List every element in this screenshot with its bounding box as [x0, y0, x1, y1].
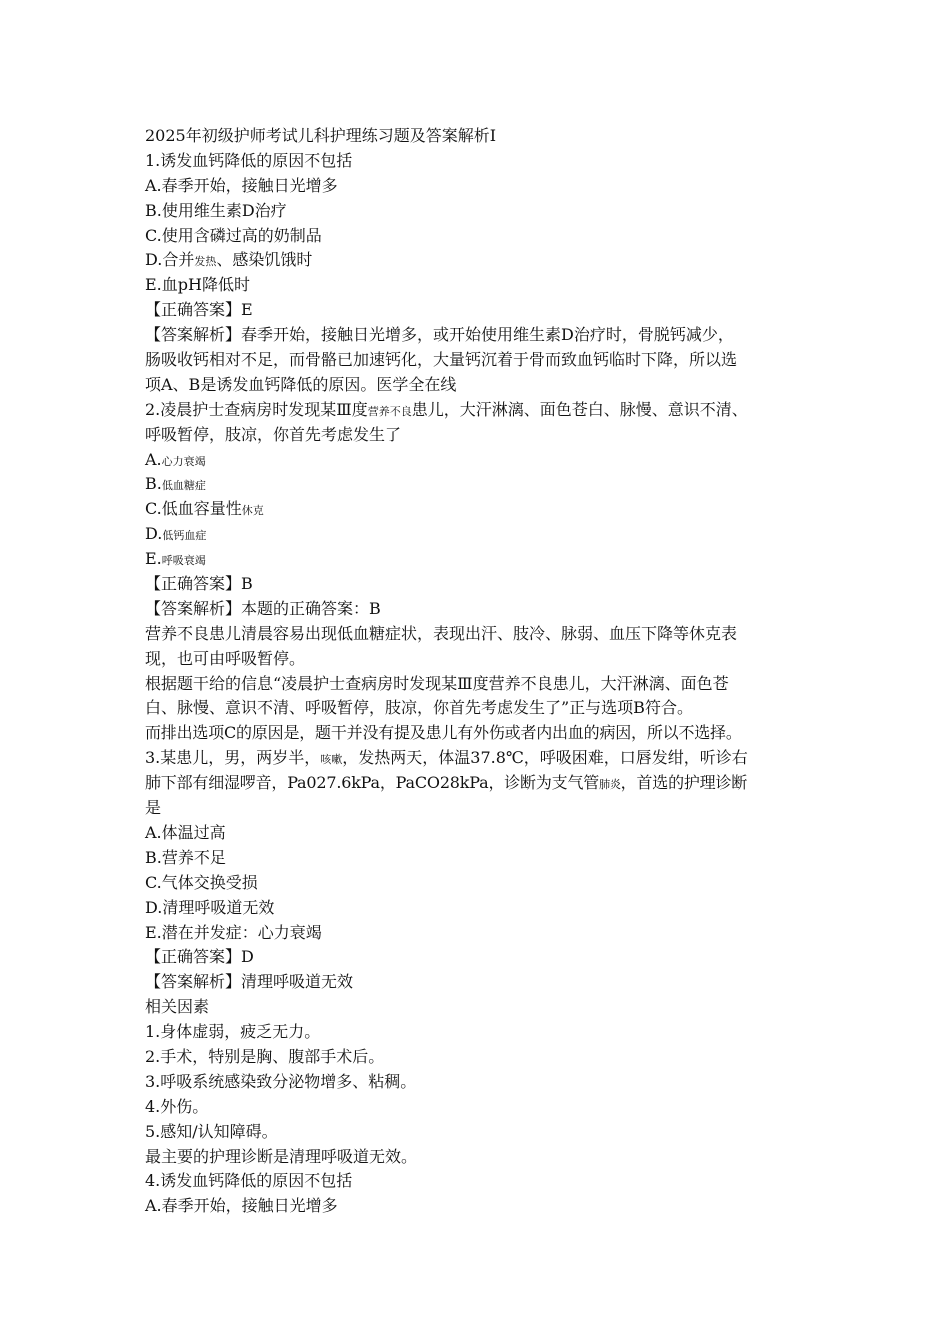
q2-answer: 【正确答案】B: [145, 574, 253, 594]
q2-option-d: [145, 522, 815, 547]
q3-explanation-line: 4.外伤。: [145, 1096, 209, 1116]
q3-stem-post: ，发热两天，体温37.8℃，呼吸困难，口唇发绀，听诊右: [342, 748, 748, 768]
q4-option-a: A.春季开始，接触日光增多: [145, 1196, 338, 1216]
q2-explanation-line: 现，也可由呼吸暂停。: [145, 648, 306, 668]
q2-stem-line-1: [145, 398, 815, 423]
q1-option-c: C.使用含磷过高的奶制品: [145, 225, 322, 245]
q3-explanation-line: 最主要的护理诊断是清理呼吸道无效。: [145, 1146, 418, 1166]
q2-option-c-small: 休克: [241, 504, 264, 518]
q4-stem: 4.诱发血钙降低的原因不包括: [145, 1171, 353, 1191]
q3-option-e: E.潜在并发症：心力衰竭: [145, 922, 322, 942]
q2-stem-small: 营养不良: [367, 404, 412, 418]
q2-option-d-pre: D.: [145, 524, 163, 544]
q3-explanation-line: 1.身体虚弱，疲乏无力。: [145, 1022, 321, 1042]
q2-option-c: [145, 497, 815, 522]
q2-explanation-line: 营养不良患儿清晨容易出现低血糖症状，表现出汗、肢冷、脉弱、血压下降等休克表: [145, 623, 738, 643]
q2-option-b-small: 低血糖症: [161, 479, 206, 493]
q2-stem-pre: 2.凌晨护士查病房时发现某Ⅲ度: [145, 399, 368, 419]
q1-stem: 1.诱发血钙降低的原因不包括: [145, 150, 353, 170]
q3-stem-pre: 3.某患儿，男，两岁半，: [145, 748, 321, 768]
q3-answer: 【正确答案】D: [145, 947, 254, 967]
q1-option-d: [145, 248, 815, 273]
q3-explanation-line: 相关因素: [145, 997, 210, 1017]
q2-option-e-small: 呼吸衰竭: [161, 554, 206, 568]
q2-explanation-line: 白、脉慢、意识不清、呼吸暂停，肢凉，你首先考虑发生了”正与选项B符合。: [145, 698, 693, 718]
q1-explanation-line: 项A、B是诱发血钙降低的原因。医学全在线: [145, 374, 457, 394]
q2-explanation-line: 而排出选项C的原因是，题干并没有提及患儿有外伤或者内出血的病因，所以不选择。: [145, 723, 742, 743]
q3-stem2-small: 肺炎: [599, 778, 621, 792]
q3-stem-line-3: 是: [145, 798, 162, 818]
q3-stem-line-2: [145, 771, 815, 796]
q1-answer: 【正确答案】E: [145, 300, 253, 320]
document-title: 2025年初级护师考试儿科护理练习题及答案解析Ⅰ: [145, 126, 497, 145]
q1-option-e: E.血pH降低时: [145, 275, 250, 295]
q3-explanation-line: 3.呼吸系统感染致分泌物增多、粘稠。: [145, 1071, 417, 1091]
q3-option-b: B.营养不足: [145, 847, 226, 867]
q3-option-c: C.气体交换受损: [145, 872, 258, 892]
q2-option-a-pre: A.: [145, 449, 162, 469]
q2-option-b: [145, 472, 815, 497]
q3-explanation-line: 2.手术，特别是胸、腹部手术后。: [145, 1046, 385, 1066]
q3-stem-line-1: [145, 746, 815, 771]
q1-option-b: B.使用维生素D治疗: [145, 200, 287, 220]
q2-explanation-line: 根据题干给的信息“凌晨护士查病房时发现某Ⅲ度营养不良患儿，大汗淋漓、面色苍: [145, 673, 729, 693]
q2-stem-post: 患儿，大汗淋漓、面色苍白、脉慢、意识不清、: [411, 399, 748, 419]
q1-option-d-post: 、感染饥饿时: [216, 250, 313, 270]
q2-stem-line-2: 呼吸暂停，肢凉，你首先考虑发生了: [145, 424, 402, 444]
q1-option-a: A.春季开始，接触日光增多: [145, 175, 338, 195]
q2-option-e-pre: E.: [145, 549, 162, 569]
q2-option-d-small: 低钙血症: [162, 529, 207, 543]
q1-explanation-line: 肠吸收钙相对不足，而骨骼已加速钙化，大量钙沉着于骨而致血钙临时下降，所以选: [145, 350, 738, 370]
q2-explanation-line: 【答案解析】本题的正确答案：B: [145, 598, 381, 618]
q3-explanation-line: 5.感知/认知障碍。: [145, 1121, 278, 1141]
q3-option-d: D.清理呼吸道无效: [145, 897, 275, 917]
q2-option-c-pre: C.低血容量性: [145, 499, 242, 519]
q3-option-a: A.体温过高: [145, 822, 226, 842]
q2-option-b-pre: B.: [145, 474, 162, 494]
q1-option-d-pre: D.合并: [145, 250, 195, 270]
q3-stem2-pre: 肺下部有细湿啰音，Pa027.6kPa，PaCO28kPa，诊断为支气管: [145, 773, 600, 793]
q1-option-d-small: 发热: [194, 255, 217, 269]
q3-stem2-post: ，首选的护理诊断: [620, 773, 748, 793]
q1-explanation-line: 【答案解析】春季开始，接触日光增多，或开始使用维生素D治疗时，骨脱钙减少，: [145, 325, 734, 345]
q2-option-a: [145, 448, 815, 473]
q2-option-a-small: 心力衰竭: [161, 454, 206, 468]
document-body: [145, 124, 815, 1219]
q3-stem-small: 咳嗽: [320, 753, 343, 767]
q3-explanation-line: 【答案解析】清理呼吸道无效: [145, 972, 354, 992]
q2-option-e: [145, 547, 815, 572]
